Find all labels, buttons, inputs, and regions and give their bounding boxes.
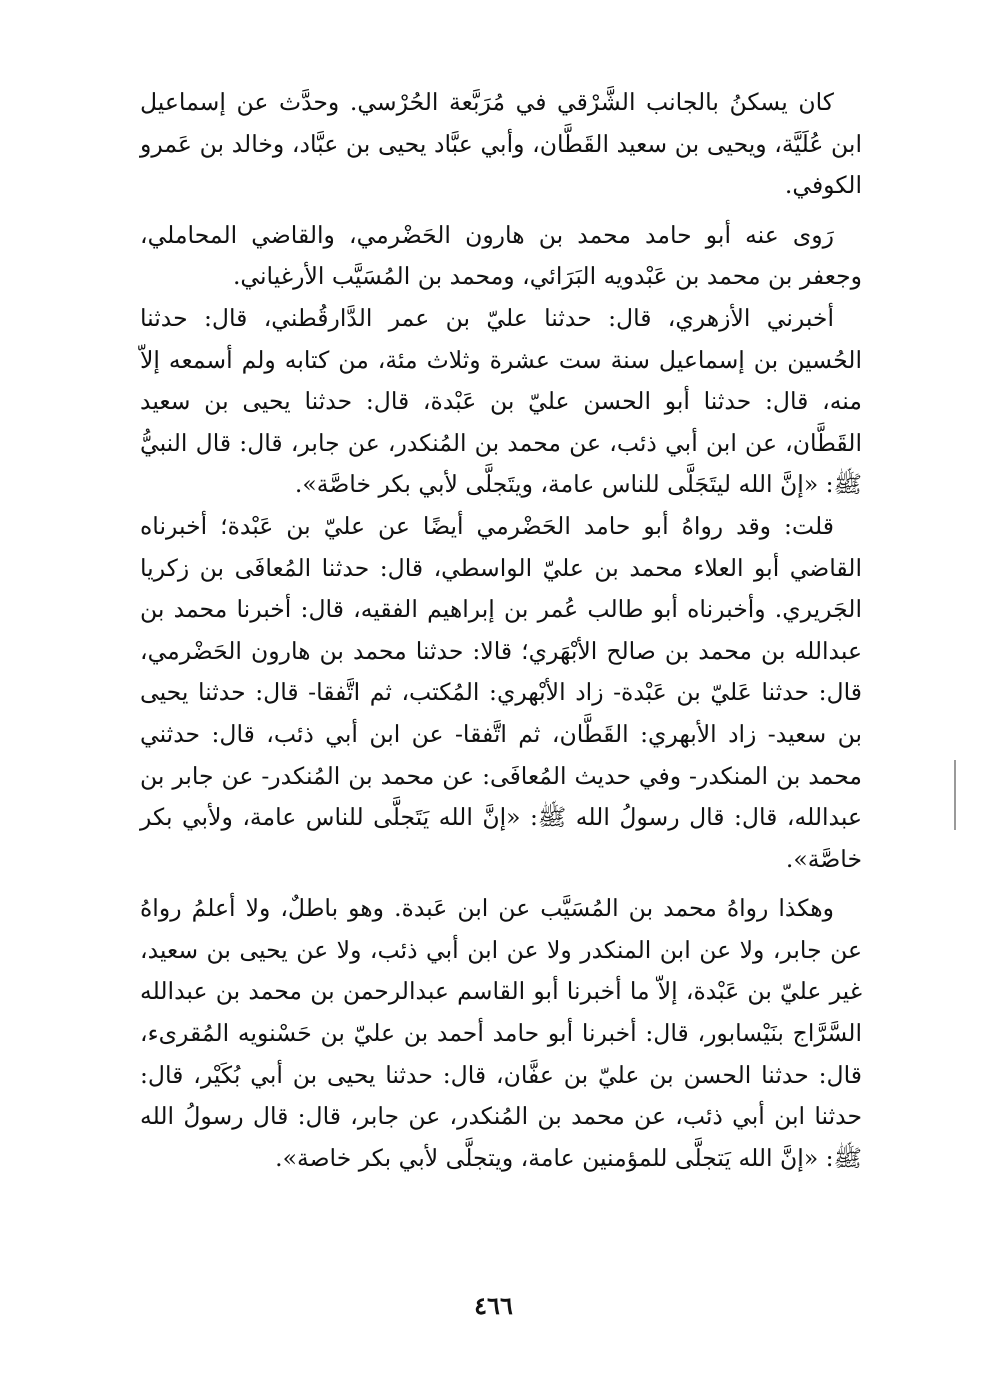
paragraph-gap <box>140 880 862 888</box>
scan-artifact-line <box>954 760 956 830</box>
page-number: ٤٦٦ <box>474 1291 513 1320</box>
paragraph-biography: كان يسكنُ بالجانب الشَّرْقي في مُرَبَّعة الحُرْسي. وحدَّث عن إسماعيل ابن عُلَيَّة، ويحيى بن سعيد القَطَّان، وأبي عبَّاد يحيى بن عبَّاد، وخالد بن عَمرو الكوفي. <box>140 88 862 200</box>
paragraph-commentary: وهكذا رواهُ محمد بن المُسَيَّب عن ابن عَبدة. وهو باطلٌ، ولا أعلمُ رواهُ عن جابر، ولا عن ابن المنكدر ولا عن ابن أبي ذئب، ولا عن يحيى بن سعيد، غير عليّ بن عَبْدة، إلاّ ما أخبرنا أبو القاسم عبدالرحمن بن محمد بن عبدالله السَّرَّاج بنَيْسابور، قال: أخبرنا أبو حامد أحمد بن عليّ بن حَسْنويه المُقرىء، قال: حدثنا الحسن بن عليّ بن عفَّان، قال: حدثنا يحيى بن أبي بُكَيْر، قال: حدثنا ابن أبي ذئب، عن محمد بن المُنكدر، عن جابر، قال: قال رسولُ الله ﷺ: «إنَّ الله يَتجلَّى للمؤمنين عامة، ويتجلَّى لأبي بكر خاصة». <box>140 894 862 1172</box>
paragraph-narrators: رَوى عنه أبو حامد محمد بن هارون الحَضْرمي، والقاضي المحاملي، وجعفر بن محمد بن عَبْدويه البَرَائي، ومحمد بن المُسَيَّب الأرغياني. <box>140 220 862 291</box>
paragraph-second-chain: قلت: وقد رواهُ أبو حامد الحَضْرمي أيضًا عن عليّ بن عَبْدة؛ أخبرناه القاضي أبو العلاء محمد بن عليّ الواسطي، قال: حدثنا المُعافَى بن زكريا الجَريري. وأخبرناه أبو طالب عُمر بن إبراهيم الفقيه، قال: أخبرنا محمد بن عبدالله بن محمد بن صالح الأبْهَري؛ قالا: حدثنا محمد بن هارون الحَضْرمي، قال: حدثنا عَليّ بن عَبْدة- زاد الأبْهري: المُكتب، ثم اتَّفقا- قال: حدثنا يحيى بن سعيد- زاد الأبهري: القَطَّان، ثم اتَّفقا- عن ابن أبي ذئب، قال: حدثني محمد بن المنكدر- وفي حديث المُعافَى: عن محمد بن المُنكدر- عن جابر بن عبدالله، قال: قال رسولُ الله ﷺ: «إنَّ الله يَتَجلَّى للناس عامة، ولأبي بكر خاصَّة». <box>140 511 862 873</box>
paragraph-gap <box>140 207 862 215</box>
paragraph-first-hadith: أخبرني الأزهري، قال: حدثنا عليّ بن عمر الدَّارقُطني، قال: حدثنا الحُسين بن إسماعيل سنة ست عشرة وثلاث مئة، من كتابه ولم أسمعه إلاّ منه، قال: حدثنا أبو الحسن عليّ بن عَبْدة، قال: حدثنا يحيى بن سعيد القَطَّان، عن ابن أبي ذئب، عن محمد بن المُنكدر، عن جابر، قال: قال النبيُّ ﷺ: «إنَّ الله ليتَجَلَّى للناس عامة، ويتَجلَّى لأبي بكر خاصَّة». <box>140 303 862 499</box>
main-text <box>140 82 862 1179</box>
